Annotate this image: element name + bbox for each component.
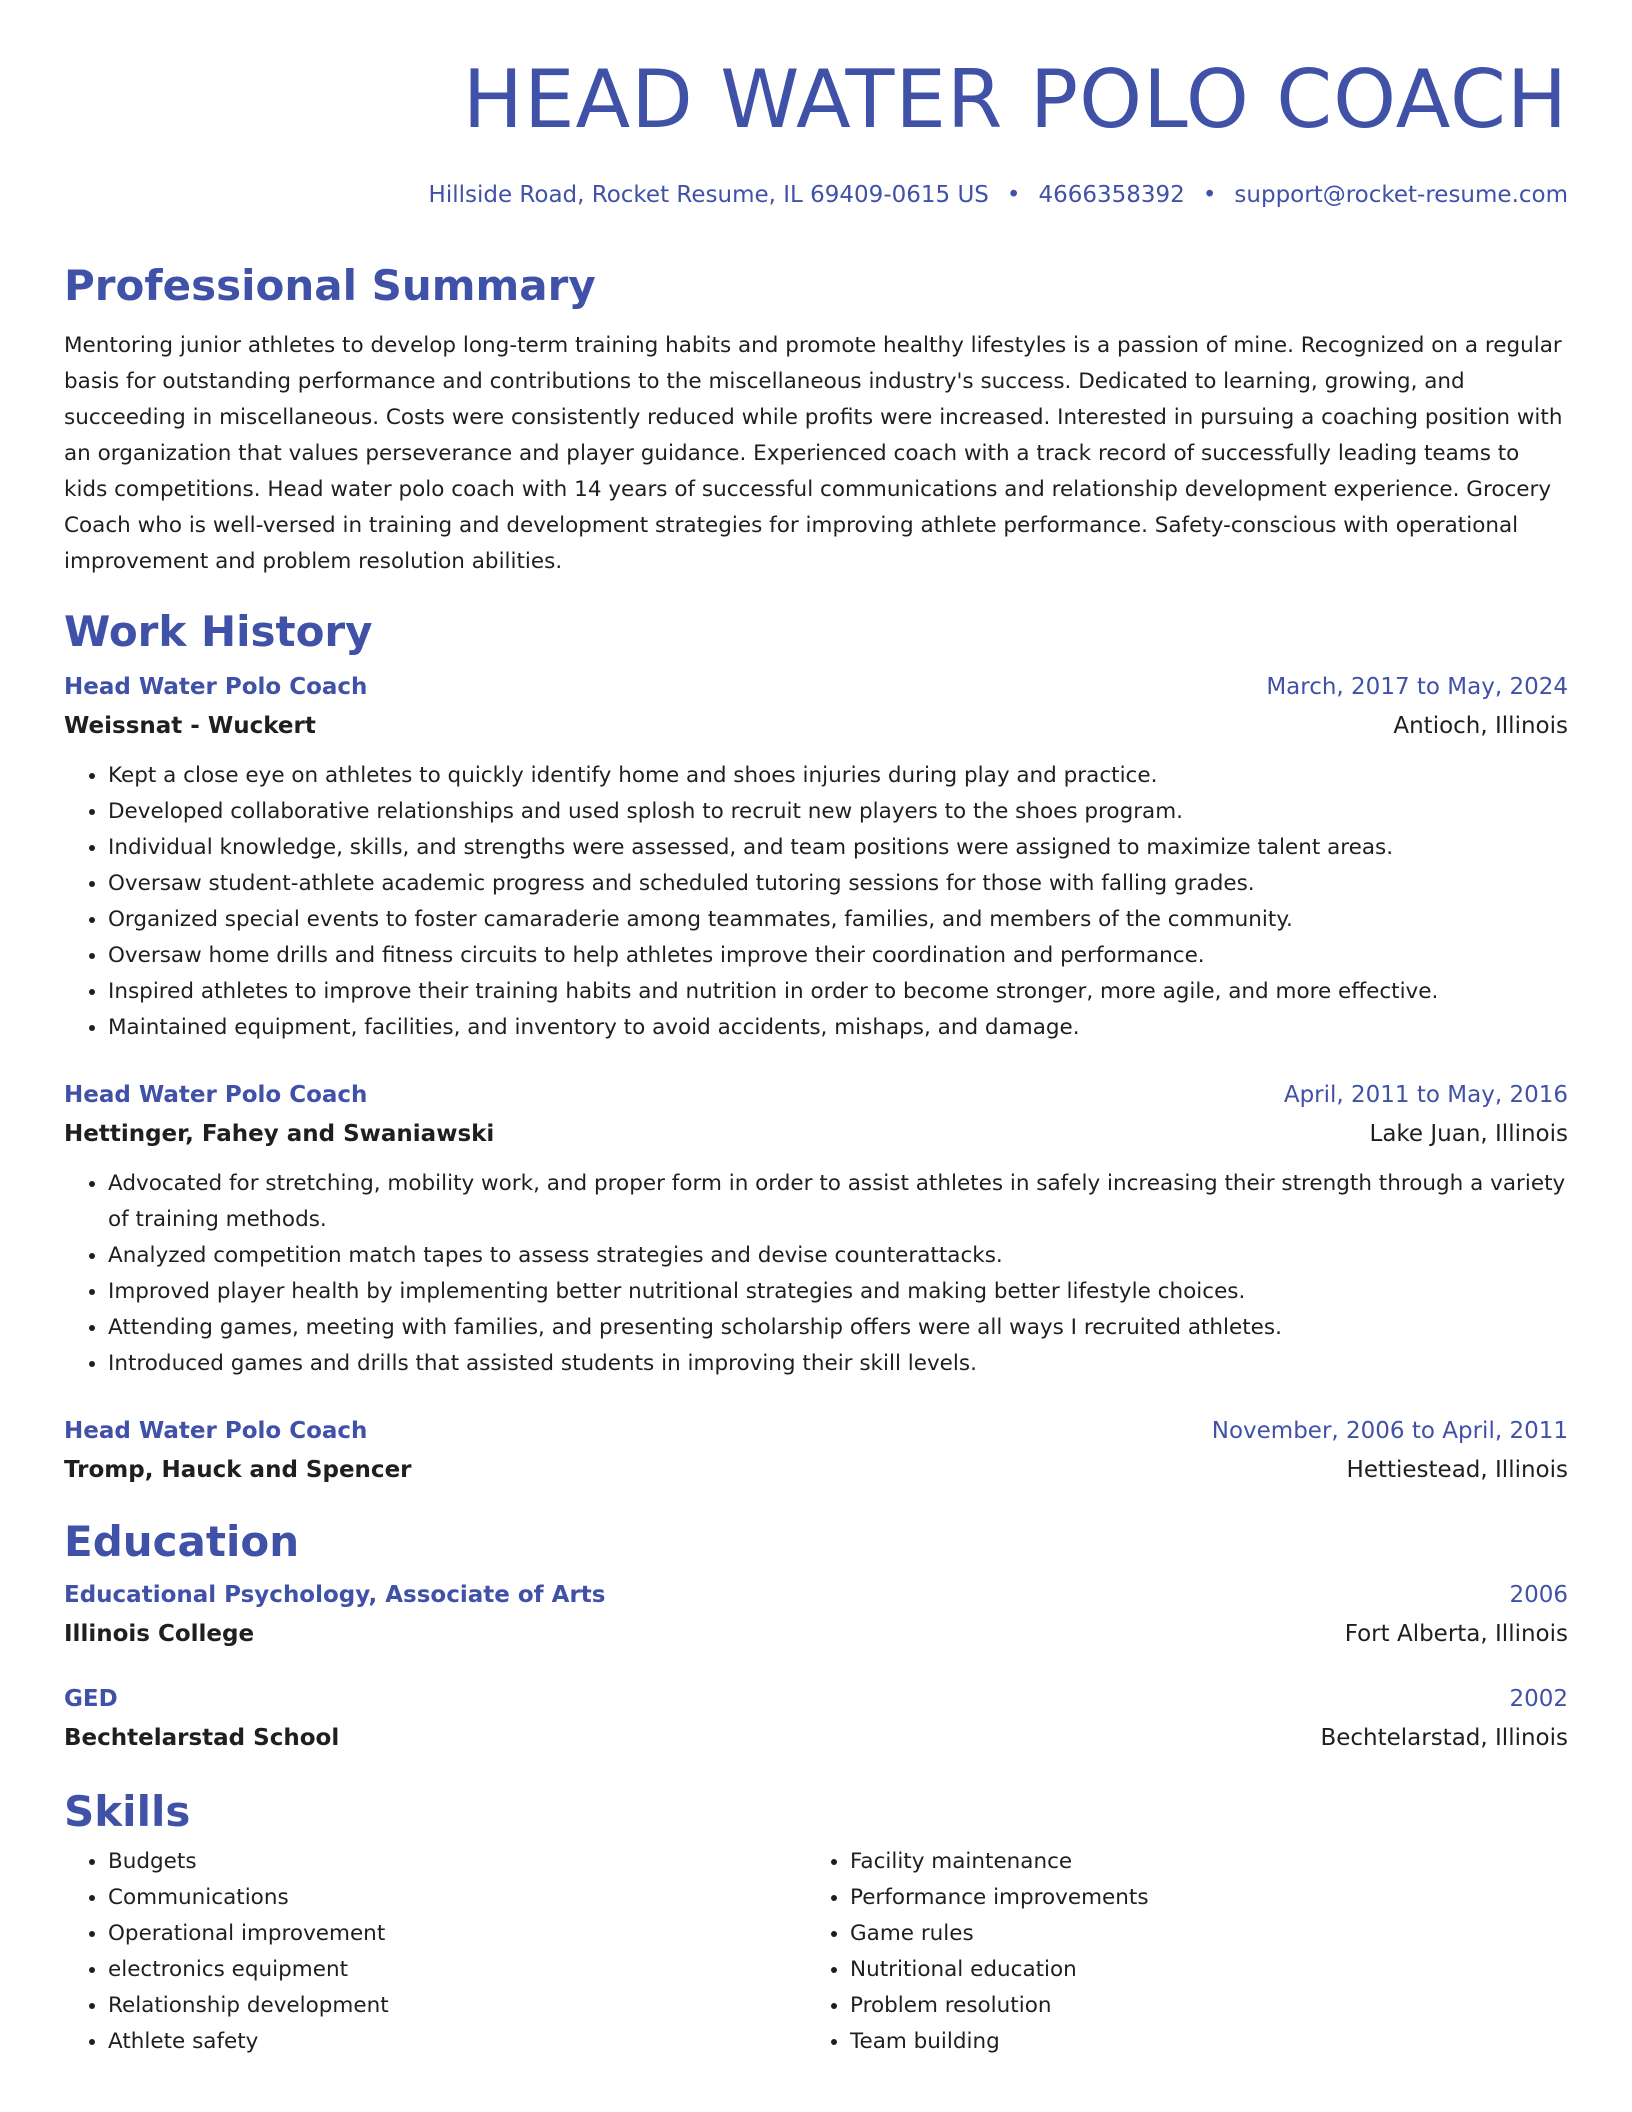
contact-phone: 4666358392 — [1038, 182, 1185, 208]
job-bullet: • Inspired athletes to improve their training habits and nutrition in order to become stronger, more agile, and more effective. — [108, 974, 1568, 1010]
education-school-row — [64, 1614, 1568, 1654]
skill-item: • Operational improvement — [108, 1916, 806, 1952]
resume-name: HEAD WATER POLO COACH — [462, 53, 1568, 146]
job-company: Hettinger, Fahey and Swaniawski — [64, 1121, 495, 1147]
job-bullets — [64, 1166, 1568, 1382]
job-header-row — [64, 668, 1568, 706]
skills-list-right — [806, 1844, 1548, 2060]
job-role: Head Water Polo Coach — [64, 1082, 368, 1108]
summary-text: Mentoring junior athletes to develop long-term training habits and promote healthy lifestyles is a passion of mine. Recognized on a regular basis for outstanding performance and contributions to the miscellaneous industry's success. Dedicated to learning, growing, and succeeding in miscellaneous. Costs were consistently reduced while profits were increased. Interested in pursuing a coaching position with an organization that values perseverance and player guidance. Experienced coach with a track record of successfully leading teams to kids competitions. Head water polo coach with 14 years of successful communications and relationship development experience. Grocery Coach who is well-versed in training and development strategies for improving athlete performance. Safety-conscious with operational improvement and problem resolution abilities. — [64, 333, 1563, 574]
skills-columns — [64, 1844, 1568, 2060]
education-year: 2006 — [1509, 1582, 1568, 1608]
education-school-row — [64, 1718, 1568, 1758]
job-location: Antioch, Illinois — [1393, 713, 1568, 739]
job-bullet: • Maintained equipment, facilities, and inventory to avoid accidents, mishaps, and damage. — [108, 1010, 1568, 1046]
education-school: Bechtelarstad School — [64, 1725, 340, 1751]
skill-item: • Communications — [108, 1880, 806, 1916]
education-degree: GED — [64, 1686, 118, 1712]
skill-item: • Budgets — [108, 1844, 806, 1880]
job-bullet: • Oversaw home drills and fitness circuits to help athletes improve their coordination and performance. — [108, 938, 1568, 974]
skill-item: • electronics equipment — [108, 1952, 806, 1988]
education-location: Bechtelarstad, Illinois — [1320, 1725, 1568, 1751]
work-history-heading: Work History — [64, 607, 373, 656]
job-company-row — [64, 1114, 1568, 1154]
job-bullets — [64, 758, 1568, 1046]
skill-item: • Nutritional education — [850, 1952, 1548, 1988]
job-bullet: • Analyzed competition match tapes to assess strategies and devise counterattacks. — [108, 1238, 1568, 1274]
job-location: Hettiestead, Illinois — [1346, 1457, 1568, 1483]
job-role: Head Water Polo Coach — [64, 674, 368, 700]
job-bullet: • Attending games, meeting with families, and presenting scholarship offers were all ways I recruited athletes. — [108, 1310, 1568, 1346]
job-dates: April, 2011 to May, 2016 — [1283, 1082, 1568, 1108]
job-entry — [64, 1076, 1568, 1382]
education-entry — [64, 1680, 1568, 1758]
job-company-row — [64, 1450, 1568, 1490]
job-company: Tromp, Hauck and Spencer — [64, 1457, 412, 1483]
job-location: Lake Juan, Illinois — [1369, 1121, 1568, 1147]
job-header-row — [64, 1412, 1568, 1450]
education-entry — [64, 1576, 1568, 1654]
contact-address: Hillside Road, Rocket Resume, IL 69409-0615 US — [428, 182, 989, 208]
education-heading: Education — [64, 1517, 300, 1566]
skill-item: • Performance improvements — [850, 1880, 1548, 1916]
job-bullet: • Kept a close eye on athletes to quickly identify home and shoes injuries during play and practice. — [108, 758, 1568, 794]
job-bullet: • Oversaw student-athlete academic progress and scheduled tutoring sessions for those with falling grades. — [108, 866, 1568, 902]
job-entry — [64, 668, 1568, 1046]
job-role: Head Water Polo Coach — [64, 1418, 368, 1444]
job-company: Weissnat - Wuckert — [64, 713, 316, 739]
contact-line — [429, 180, 1568, 210]
education-location: Fort Alberta, Illinois — [1344, 1621, 1568, 1647]
job-dates: November, 2006 to April, 2011 — [1211, 1418, 1568, 1444]
job-bullet: • Introduced games and drills that assisted students in improving their skill levels. — [108, 1346, 1568, 1382]
job-bullet: • Improved player health by implementing better nutritional strategies and making better lifestyle choices. — [108, 1274, 1568, 1310]
skill-item: • Game rules — [850, 1916, 1548, 1952]
job-header-row — [64, 1076, 1568, 1114]
skill-item: • Team building — [850, 2024, 1548, 2060]
job-entry — [64, 1412, 1568, 1490]
job-bullet: • Developed collaborative relationships and used splosh to recruit new players to the shoes program. — [108, 794, 1568, 830]
education-header-row — [64, 1680, 1568, 1718]
skill-item: • Athlete safety — [108, 2024, 806, 2060]
education-header-row — [64, 1576, 1568, 1614]
job-bullet: • Individual knowledge, skills, and strengths were assessed, and team positions were assigned to maximize talent areas. — [108, 830, 1568, 866]
skill-item: • Relationship development — [108, 1988, 806, 2024]
skill-item: • Problem resolution — [850, 1988, 1548, 2024]
skill-item: • Facility maintenance — [850, 1844, 1548, 1880]
education-year: 2002 — [1509, 1686, 1568, 1712]
contact-separator: • — [1202, 182, 1217, 208]
contact-email[interactable]: support@rocket-resume.com — [1234, 182, 1568, 208]
job-company-row — [64, 706, 1568, 746]
education-school: Illinois College — [64, 1621, 255, 1647]
job-bullet: • Organized special events to foster camaraderie among teammates, families, and members of the community. — [108, 902, 1568, 938]
contact-separator: • — [1006, 182, 1021, 208]
job-dates: March, 2017 to May, 2024 — [1266, 674, 1568, 700]
skills-list-left — [64, 1844, 806, 2060]
skills-heading: Skills — [64, 1787, 191, 1836]
education-degree: Educational Psychology, Associate of Arts — [64, 1582, 606, 1608]
job-bullet: • Advocated for stretching, mobility work, and proper form in order to assist athletes in safely increasing their strength through a variety of training methods. — [108, 1166, 1568, 1238]
summary-heading: Professional Summary — [64, 261, 596, 310]
